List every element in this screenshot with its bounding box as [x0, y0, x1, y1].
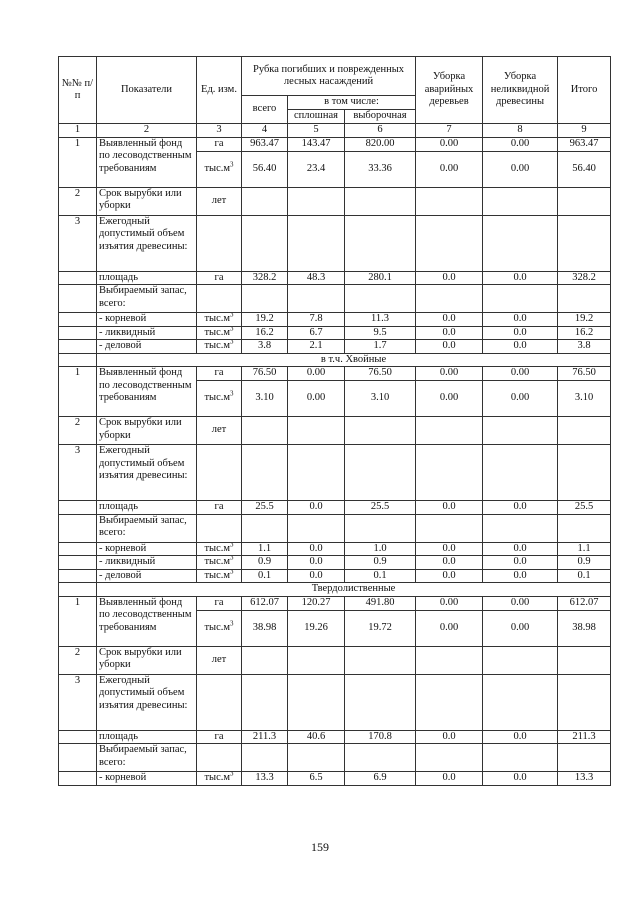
value-cell: 0.00	[416, 596, 483, 610]
empty-cell	[197, 674, 242, 730]
value-cell: 0.0	[416, 730, 483, 744]
row-label-fund: Выявленный фонд по лесоводственным требованиям	[97, 596, 197, 646]
table-row	[59, 313, 611, 327]
value-cell: 0.00	[288, 367, 345, 381]
empty-cell	[288, 285, 345, 313]
value-cell: 0.00	[416, 151, 483, 187]
unit-cell: га	[197, 137, 242, 151]
row-label-root: - корневой	[97, 542, 197, 556]
empty-cell	[242, 215, 288, 271]
empty-cell	[242, 445, 288, 501]
unit-cell: га	[197, 730, 242, 744]
unit-label: тыс.м	[204, 313, 231, 324]
row-number: 3	[59, 445, 97, 501]
unit-superscript: 3	[230, 312, 234, 319]
table-row	[59, 674, 611, 730]
value-cell: 56.40	[242, 151, 288, 187]
empty-cell	[59, 271, 97, 285]
value-cell: 76.50	[558, 367, 611, 381]
value-cell: 6.7	[288, 326, 345, 340]
empty-cell	[558, 417, 611, 445]
empty-cell	[483, 744, 558, 772]
unit-cell: лет	[197, 646, 242, 674]
empty-cell	[345, 285, 416, 313]
value-cell: 40.6	[288, 730, 345, 744]
value-cell: 1.7	[345, 340, 416, 354]
value-cell: 19.2	[242, 313, 288, 327]
value-cell: 3.10	[558, 381, 611, 417]
column-number: 8	[483, 124, 558, 138]
unit-superscript: 3	[230, 339, 234, 346]
empty-cell	[558, 646, 611, 674]
table-row	[59, 744, 611, 772]
empty-cell	[416, 285, 483, 313]
table-body	[59, 137, 611, 785]
unit-superscript: 3	[230, 619, 234, 628]
value-cell: 211.3	[242, 730, 288, 744]
value-cell: 3.10	[345, 381, 416, 417]
empty-cell	[416, 445, 483, 501]
empty-cell	[483, 215, 558, 271]
empty-cell	[416, 187, 483, 215]
row-label-area: площадь	[97, 501, 197, 515]
page-number: 159	[311, 840, 329, 854]
unit-cell	[197, 151, 242, 187]
column-number: 4	[242, 124, 288, 138]
value-cell: 0.1	[558, 569, 611, 583]
empty-cell	[416, 215, 483, 271]
value-cell: 25.5	[558, 501, 611, 515]
empty-cell	[242, 514, 288, 542]
empty-cell	[558, 187, 611, 215]
row-number: 3	[59, 674, 97, 730]
value-cell: 9.5	[345, 326, 416, 340]
column-number: 3	[197, 124, 242, 138]
unit-superscript: 3	[230, 389, 234, 398]
value-cell: 1.1	[242, 542, 288, 556]
row-label-annual: Ежегодный допустимый объем изъятия древесины:	[97, 445, 197, 501]
empty-cell	[59, 313, 97, 327]
value-cell: 170.8	[345, 730, 416, 744]
row-label-term: Срок вырубки или уборки	[97, 417, 197, 445]
felling-table	[58, 56, 611, 786]
value-cell: 963.47	[242, 137, 288, 151]
unit-label: тыс.м	[204, 569, 231, 581]
empty-cell	[558, 744, 611, 772]
empty-cell	[483, 514, 558, 542]
header-clear: сплошная	[288, 110, 345, 124]
empty-cell	[558, 445, 611, 501]
empty-cell	[288, 514, 345, 542]
row-label-fund: Выявленный фонд по лесоводственным требованиям	[97, 137, 197, 187]
empty-cell	[288, 744, 345, 772]
empty-cell	[197, 744, 242, 772]
row-number: 1	[59, 596, 97, 646]
value-cell: 33.36	[345, 151, 416, 187]
value-cell: 0.1	[242, 569, 288, 583]
value-cell: 211.3	[558, 730, 611, 744]
column-number-row	[59, 124, 611, 138]
row-number: 1	[59, 137, 97, 187]
unit-label: тыс.м	[204, 340, 231, 351]
table-row	[59, 542, 611, 556]
section-title: в т.ч. Хвойные	[97, 353, 611, 367]
value-cell: 0.9	[242, 556, 288, 570]
unit-cell	[197, 381, 242, 417]
column-number: 9	[558, 124, 611, 138]
value-cell: 76.50	[242, 367, 288, 381]
value-cell: 0.0	[483, 772, 558, 786]
unit-cell	[197, 340, 242, 354]
empty-cell	[288, 445, 345, 501]
empty-cell	[59, 340, 97, 354]
value-cell: 2.1	[288, 340, 345, 354]
empty-cell	[483, 674, 558, 730]
value-cell: 0.0	[288, 569, 345, 583]
empty-cell	[59, 501, 97, 515]
value-cell: 0.0	[288, 556, 345, 570]
value-cell: 76.50	[345, 367, 416, 381]
empty-cell	[59, 569, 97, 583]
empty-cell	[483, 445, 558, 501]
unit-cell	[197, 610, 242, 646]
empty-cell	[416, 744, 483, 772]
value-cell: 143.47	[288, 137, 345, 151]
value-cell: 38.98	[242, 610, 288, 646]
value-cell: 0.9	[345, 556, 416, 570]
value-cell: 820.00	[345, 137, 416, 151]
column-number: 6	[345, 124, 416, 138]
empty-cell	[345, 445, 416, 501]
value-cell: 0.0	[483, 542, 558, 556]
row-label-annual: Ежегодный допустимый объем изъятия древесины:	[97, 215, 197, 271]
value-cell: 0.0	[416, 501, 483, 515]
empty-cell	[288, 674, 345, 730]
empty-cell	[416, 646, 483, 674]
value-cell: 19.2	[558, 313, 611, 327]
table-row	[59, 285, 611, 313]
value-cell: 0.0	[416, 569, 483, 583]
empty-cell	[197, 215, 242, 271]
value-cell: 6.5	[288, 772, 345, 786]
unit-cell	[197, 569, 242, 583]
value-cell: 0.0	[288, 501, 345, 515]
value-cell: 0.0	[416, 271, 483, 285]
column-number: 1	[59, 124, 97, 138]
table-row	[59, 215, 611, 271]
empty-cell	[288, 646, 345, 674]
value-cell: 280.1	[345, 271, 416, 285]
unit-superscript: 3	[230, 555, 234, 562]
value-cell: 120.27	[288, 596, 345, 610]
value-cell: 16.2	[242, 326, 288, 340]
table-row	[59, 501, 611, 515]
unit-superscript: 3	[230, 771, 234, 778]
empty-cell	[558, 514, 611, 542]
empty-cell	[59, 556, 97, 570]
value-cell: 13.3	[558, 772, 611, 786]
empty-cell	[59, 514, 97, 542]
table-row	[59, 271, 611, 285]
empty-cell	[345, 646, 416, 674]
value-cell: 48.3	[288, 271, 345, 285]
row-label-stock: Выбираемый запас, всего:	[97, 514, 197, 542]
value-cell: 0.0	[483, 501, 558, 515]
row-label-root: - корневой	[97, 772, 197, 786]
empty-cell	[59, 772, 97, 786]
table-row	[59, 596, 611, 610]
header-selective: выборочная	[345, 110, 416, 124]
value-cell: 38.98	[558, 610, 611, 646]
empty-cell	[345, 674, 416, 730]
value-cell: 328.2	[242, 271, 288, 285]
value-cell: 0.0	[483, 326, 558, 340]
section-title: Твердолиственные	[97, 583, 611, 597]
value-cell: 0.00	[416, 610, 483, 646]
empty-cell	[59, 353, 97, 367]
value-cell: 0.00	[416, 367, 483, 381]
unit-label: тыс.м	[204, 392, 231, 404]
value-cell: 0.0	[483, 569, 558, 583]
unit-cell: лет	[197, 187, 242, 215]
value-cell: 3.8	[558, 340, 611, 354]
empty-cell	[59, 285, 97, 313]
row-number: 1	[59, 367, 97, 417]
value-cell: 3.8	[242, 340, 288, 354]
empty-cell	[483, 187, 558, 215]
row-label-fund: Выявленный фонд по лесоводственным требованиям	[97, 367, 197, 417]
empty-cell	[345, 744, 416, 772]
table-row	[59, 353, 611, 367]
header-num: №№ п/п	[59, 57, 97, 124]
table-row	[59, 772, 611, 786]
row-label-liquid: - ликвидный	[97, 556, 197, 570]
unit-label: тыс.м	[204, 621, 231, 633]
value-cell: 491.80	[345, 596, 416, 610]
empty-cell	[558, 215, 611, 271]
unit-cell	[197, 313, 242, 327]
unit-superscript: 3	[230, 160, 234, 169]
row-number: 3	[59, 215, 97, 271]
empty-cell	[288, 187, 345, 215]
value-cell: 0.0	[483, 730, 558, 744]
empty-cell	[59, 326, 97, 340]
unit-label: тыс.м	[204, 772, 231, 783]
table-row	[59, 445, 611, 501]
unit-superscript: 3	[230, 326, 234, 332]
value-cell: 1.1	[558, 542, 611, 556]
row-label-business: - деловой	[97, 340, 197, 354]
value-cell: 0.00	[483, 151, 558, 187]
header-illiquid: Уборка неликвидной древесины	[483, 57, 558, 124]
column-number: 2	[97, 124, 197, 138]
table-row	[59, 367, 611, 381]
empty-cell	[288, 215, 345, 271]
unit-label: тыс.м	[204, 556, 231, 567]
unit-label: тыс.м	[204, 326, 231, 338]
unit-superscript: 3	[230, 569, 234, 575]
value-cell: 0.1	[345, 569, 416, 583]
empty-cell	[242, 674, 288, 730]
row-label-stock: Выбираемый запас, всего:	[97, 744, 197, 772]
row-label-area: площадь	[97, 730, 197, 744]
value-cell: 0.00	[288, 381, 345, 417]
value-cell: 19.26	[288, 610, 345, 646]
value-cell: 6.9	[345, 772, 416, 786]
header-indicator: Показатели	[97, 57, 197, 124]
unit-label: тыс.м	[204, 162, 231, 174]
table-row	[59, 730, 611, 744]
empty-cell	[483, 646, 558, 674]
empty-cell	[345, 215, 416, 271]
value-cell: 612.07	[558, 596, 611, 610]
value-cell: 963.47	[558, 137, 611, 151]
row-label-business: - деловой	[97, 569, 197, 583]
empty-cell	[345, 187, 416, 215]
value-cell: 0.00	[483, 381, 558, 417]
value-cell: 0.0	[416, 542, 483, 556]
empty-cell	[242, 285, 288, 313]
value-cell: 0.0	[483, 313, 558, 327]
document-page	[58, 56, 610, 786]
empty-cell	[197, 445, 242, 501]
value-cell: 1.0	[345, 542, 416, 556]
row-number: 2	[59, 417, 97, 445]
unit-cell	[197, 772, 242, 786]
unit-cell: га	[197, 271, 242, 285]
header-emergency: Уборка аварийных деревьев	[416, 57, 483, 124]
value-cell: 0.00	[483, 137, 558, 151]
value-cell: 0.0	[288, 542, 345, 556]
table-row	[59, 187, 611, 215]
value-cell: 0.0	[483, 556, 558, 570]
empty-cell	[483, 285, 558, 313]
empty-cell	[59, 542, 97, 556]
unit-cell: га	[197, 596, 242, 610]
value-cell: 56.40	[558, 151, 611, 187]
table-row	[59, 514, 611, 542]
value-cell: 0.9	[558, 556, 611, 570]
empty-cell	[483, 417, 558, 445]
row-label-term: Срок вырубки или уборки	[97, 646, 197, 674]
unit-cell	[197, 326, 242, 340]
unit-cell: лет	[197, 417, 242, 445]
value-cell: 0.0	[416, 772, 483, 786]
value-cell: 0.0	[416, 340, 483, 354]
value-cell: 0.0	[416, 556, 483, 570]
value-cell: 0.00	[483, 367, 558, 381]
empty-cell	[197, 285, 242, 313]
value-cell: 11.3	[345, 313, 416, 327]
table-row	[59, 556, 611, 570]
column-number: 7	[416, 124, 483, 138]
unit-cell: га	[197, 501, 242, 515]
table-row	[59, 583, 611, 597]
empty-cell	[416, 514, 483, 542]
row-label-root: - корневой	[97, 313, 197, 327]
empty-cell	[288, 417, 345, 445]
empty-cell	[59, 730, 97, 744]
header-unit: Ед. изм.	[197, 57, 242, 124]
value-cell: 25.5	[242, 501, 288, 515]
row-label-liquid: - ликвидный	[97, 326, 197, 340]
empty-cell	[242, 417, 288, 445]
row-label-annual: Ежегодный допустимый объем изъятия древесины:	[97, 674, 197, 730]
row-label-area: площадь	[97, 271, 197, 285]
header-including: в том числе:	[288, 96, 416, 110]
value-cell: 0.00	[416, 137, 483, 151]
value-cell: 25.5	[345, 501, 416, 515]
empty-cell	[558, 285, 611, 313]
value-cell: 0.0	[416, 326, 483, 340]
empty-cell	[242, 187, 288, 215]
empty-cell	[345, 514, 416, 542]
empty-cell	[416, 674, 483, 730]
unit-cell	[197, 556, 242, 570]
empty-cell	[416, 417, 483, 445]
unit-superscript: 3	[230, 542, 234, 548]
empty-cell	[197, 514, 242, 542]
table-row	[59, 417, 611, 445]
empty-cell	[345, 417, 416, 445]
empty-cell	[242, 744, 288, 772]
value-cell: 0.00	[416, 381, 483, 417]
row-label-stock: Выбираемый запас, всего:	[97, 285, 197, 313]
header-felling: Рубка погибших и поврежденных лесных насаждений	[242, 57, 416, 96]
value-cell: 3.10	[242, 381, 288, 417]
unit-cell: га	[197, 367, 242, 381]
unit-cell	[197, 542, 242, 556]
value-cell: 612.07	[242, 596, 288, 610]
value-cell: 328.2	[558, 271, 611, 285]
unit-label: тыс.м	[204, 542, 231, 554]
table-row	[59, 326, 611, 340]
value-cell: 7.8	[288, 313, 345, 327]
value-cell: 0.0	[483, 340, 558, 354]
value-cell: 16.2	[558, 326, 611, 340]
value-cell: 23.4	[288, 151, 345, 187]
row-number: 2	[59, 187, 97, 215]
value-cell: 0.0	[483, 271, 558, 285]
table-row	[59, 137, 611, 151]
empty-cell	[59, 583, 97, 597]
value-cell: 19.72	[345, 610, 416, 646]
value-cell: 0.00	[483, 610, 558, 646]
row-number: 2	[59, 646, 97, 674]
empty-cell	[558, 674, 611, 730]
value-cell: 0.00	[483, 596, 558, 610]
column-number: 5	[288, 124, 345, 138]
table-row	[59, 569, 611, 583]
table-row	[59, 646, 611, 674]
empty-cell	[242, 646, 288, 674]
table-row	[59, 340, 611, 354]
empty-cell	[59, 744, 97, 772]
header-sum: Итого	[558, 57, 611, 124]
row-label-term: Срок вырубки или уборки	[97, 187, 197, 215]
header-total: всего	[242, 96, 288, 124]
value-cell: 13.3	[242, 772, 288, 786]
value-cell: 0.0	[416, 313, 483, 327]
